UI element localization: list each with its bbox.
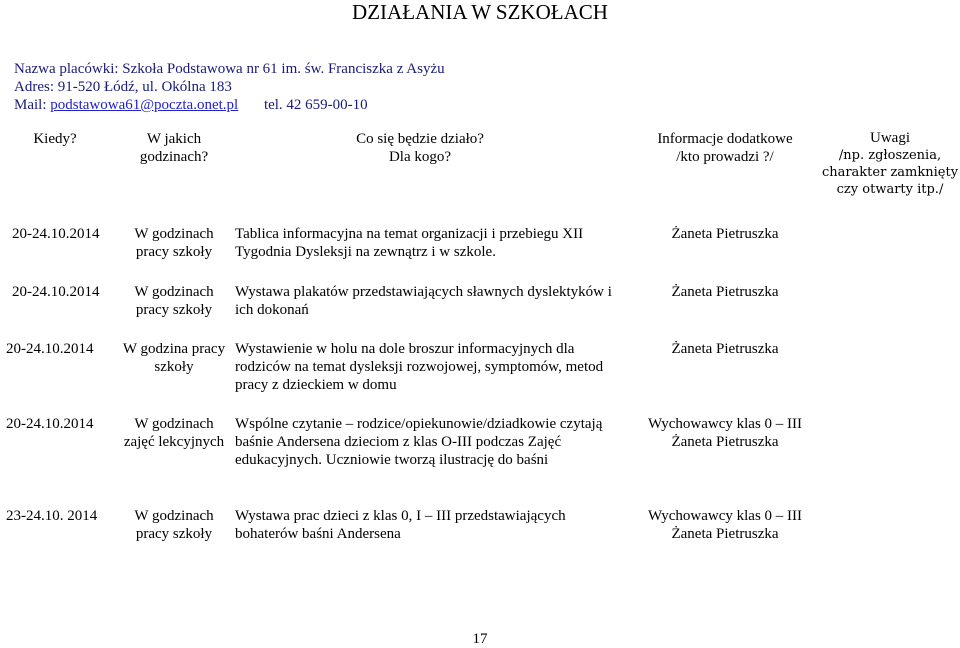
row-hours: W godzinach pracy szkoły <box>134 226 214 260</box>
institution-info <box>14 60 445 114</box>
institution-name: Nazwa placówki: Szkoła Podstawowa nr 61 im. św. Franciszka z Asyżu <box>14 61 445 77</box>
row-description: Wystawa plakatów przedstawiających sławnych dyslektyków i ich dokonań <box>235 284 612 318</box>
table-row <box>0 340 960 415</box>
row-organizer: Żaneta Pietruszka <box>671 341 779 357</box>
header-notes <box>820 130 960 225</box>
row-organizer: Wychowawcy klas 0 – III Żaneta Pietruszka <box>647 416 803 450</box>
row-notes <box>820 507 960 567</box>
header-when: Kiedy? <box>33 131 77 147</box>
header-what-line2: Dla kogo? <box>388 149 452 165</box>
contact-line <box>14 96 445 114</box>
row-date: 20-24.10.2014 <box>6 416 94 432</box>
row-date: 20-24.10.2014 <box>12 284 100 300</box>
row-notes <box>820 415 960 507</box>
events-table <box>0 130 960 567</box>
row-description: Wspólne czytanie – rodzice/opiekunowie/dziadkowie czytają baśnie Andersena dzieciom z klas O-III podczas Zajęć edukacyjnych. Uczniowie tworzą ilustrację do baśni <box>235 416 603 468</box>
row-date: 20-24.10.2014 <box>12 226 100 242</box>
page-number: 17 <box>472 631 488 647</box>
row-hours: W godzina pracy szkoły <box>122 341 226 375</box>
row-notes <box>820 283 960 340</box>
header-what <box>230 130 630 225</box>
header-notes-line2: /np. zgłoszenia, charakter zamknięty czy otwarty itp./ <box>821 148 959 197</box>
header-info-line1: Informacje dodatkowe <box>657 131 793 147</box>
page-title: DZIAŁANIA W SZKOŁACH <box>352 0 608 24</box>
header-info-line2: /kto prowadzi ?/ <box>676 149 774 165</box>
row-date: 23-24.10. 2014 <box>6 508 98 524</box>
table-row <box>0 283 960 340</box>
row-organizer: Żaneta Pietruszka <box>671 284 779 300</box>
email-link[interactable]: podstawowa61@poczta.onet.pl <box>50 97 239 113</box>
row-organizer: Żaneta Pietruszka <box>671 226 779 242</box>
row-hours: W godzinach zajęć lekcyjnych <box>123 416 225 450</box>
table-row <box>0 507 960 567</box>
row-notes <box>820 340 960 415</box>
header-hours: W jakich godzinach? <box>139 131 209 165</box>
phone-number: tel. 42 659-00-10 <box>263 97 368 113</box>
table-header-row <box>0 130 960 225</box>
table-row <box>0 415 960 507</box>
row-hours: W godzinach pracy szkoły <box>134 508 214 542</box>
table-row <box>0 225 960 283</box>
row-notes <box>820 225 960 283</box>
row-hours: W godzinach pracy szkoły <box>134 284 214 318</box>
header-notes-line1: Uwagi <box>870 130 910 146</box>
institution-address: Adres: 91-520 Łódź, ul. Okólna 183 <box>14 79 232 95</box>
row-description: Wystawa prac dzieci z klas 0, I – III przedstawiających bohaterów baśni Andersena <box>235 508 566 542</box>
mail-label: Mail: <box>14 97 47 113</box>
row-date: 20-24.10.2014 <box>6 341 94 357</box>
row-description: Wystawienie w holu na dole broszur informacyjnych dla rodziców na temat dysleksji rozwojowej, symptomów, metod pracy z dzieckiem w domu <box>235 341 604 393</box>
row-description: Tablica informacyjna na temat organizacji i przebiegu XII Tygodnia Dysleksji na zewnątrz i w szkole. <box>235 226 584 260</box>
header-what-line1: Co się będzie działo? <box>356 131 484 147</box>
row-organizer: Wychowawcy klas 0 – III Żaneta Pietruszka <box>647 508 803 542</box>
header-info <box>630 130 820 225</box>
